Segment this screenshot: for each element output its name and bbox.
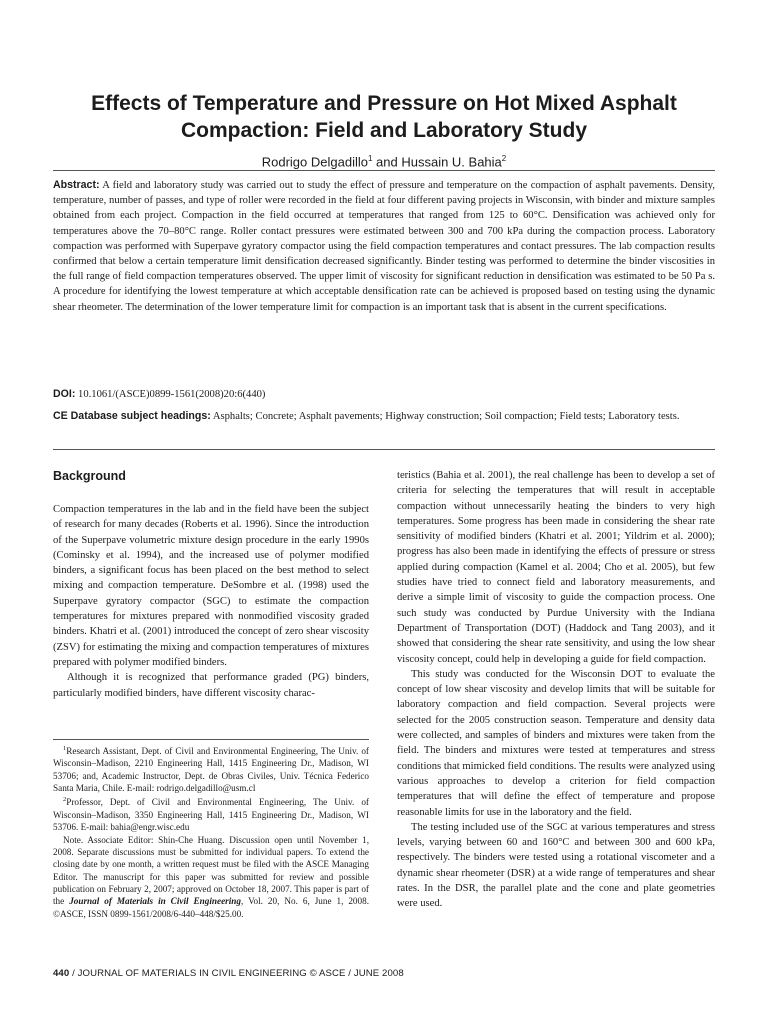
subject-headings-text: Asphalts; Concrete; Asphalt pavements; Highway construction; Soil compaction; Field tests; Laboratory tests.	[210, 411, 680, 422]
footnote-2-text: Professor, Dept. of Civil and Environmental Engineering, The Univ. of Wisconsin–Madison, 3350 Engineering Hall, 1415 Engineering Dr., Madison, WI 53706. E-mail: bahia@engr.wisc.edu	[53, 797, 369, 833]
editorial-note	[53, 834, 369, 920]
abstract	[53, 178, 715, 315]
body-paragraph: Compaction temperatures in the lab and in the field have been the subject of research for many decades (Roberts et al. 1996). Since the introduction of the Superpave volumetric mixture design procedure in the early 1990s (Cominsky et al. 1994), and the increased use of polymer modified binders, a significant focus has been placed on the best method to select mixing and compaction temperature. DeSombre et al. (1998) used the Superpave gyratory compactor (SGC) to estimate the compaction temperatures for mixtures prepared with nonmodified viscosity graded binders. Khatri et al. (2001) introduced the concept of zero shear viscosity (ZSV) for estimating the mixing and compaction temperatures of mixtures prepared with polymer modified binders.	[53, 504, 369, 668]
body-paragraph: Although it is recognized that performance graded (PG) binders, particularly modified binders, have different viscosity charac-	[53, 672, 369, 699]
footnote-1	[53, 743, 369, 794]
author-1: Rodrigo Delgadillo	[261, 154, 368, 170]
body-paragraph: The testing included use of the SGC at various temperatures and stress levels, varying between 60 and 160°C and between 300 and 600 kPa, respectively. The binders were tested using a rotational viscometer and a dynamic shear rheometer (DSR) at a wide range of temperatures and shear rates. In the DSR, the parallel plate and the cone and plate geometries were used.	[397, 821, 715, 910]
author-connector: and	[372, 154, 402, 170]
footnote-1-mark: 1	[63, 745, 67, 752]
subject-headings-label: CE Database subject headings:	[53, 410, 211, 422]
abstract-label: Abstract:	[53, 179, 100, 191]
footnotes	[53, 743, 369, 920]
footnote-divider	[53, 739, 369, 740]
author-line	[40, 154, 728, 169]
paper-title: Effects of Temperature and Pressure on Hot Mixed Asphalt Compaction: Field and Laboratory Study	[91, 92, 677, 142]
author-1-footnote-mark: 1	[367, 154, 373, 163]
section-divider	[53, 449, 715, 450]
top-divider	[53, 170, 715, 171]
editorial-note-citation: , Vol. 20, No. 6, June 1, 2008. ©ASCE, ISSN 0899-1561/2008/6-440–448/$25.00.	[53, 896, 369, 919]
doi-value: 10.1061/(ASCE)0899-1561(2008)20:6(440)	[75, 389, 266, 400]
doi-line	[53, 387, 715, 402]
page-footer	[53, 968, 715, 979]
footer-journal-text: / JOURNAL OF MATERIALS IN CIVIL ENGINEERING © ASCE / JUNE 2008	[69, 968, 404, 979]
subject-headings	[53, 409, 715, 424]
page-number: 440	[53, 968, 70, 979]
footnote-2-mark: 2	[63, 796, 67, 804]
footnote-2	[53, 794, 369, 833]
author-2-footnote-mark: 2	[501, 154, 507, 163]
right-column	[397, 468, 715, 912]
body-paragraph: teristics (Bahia et al. 2001), the real challenge has been to develop a set of criteria for selecting the temperatures that will result in acceptable compaction without unnecessarily heating the binders to very high temperatures. Some progress has been made in considering the shear rate sensitivity of modified binders (Khatri et al. 2001; Yildrim et al. 2000); progress has also been made in identifying the effects of pressure or stress applied during compaction (Kamel et al. 2004; Cho et al. 2005), but few studies have tried to connect field and laboratory measurements, and derive a simple limit of viscosity to guide the compaction process. One such study was conducted by Purdue University with the Indiana Department of Transportation (DOT) (Haddock and Tang 2003), and it showed that considering the shear rate sensitivity, and using the low shear viscosity concept, could help in developing a guide for field compaction.	[397, 470, 715, 665]
journal-name: Journal of Materials in Civil Engineering	[69, 896, 241, 907]
editorial-note-text: Note. Associate Editor: Shin-Che Huang. Discussion open until November 1, 2008. Separate discussions must be submitted for individual papers. To extend the closing date by one month, a written request must be filed with the ASCE Managing Editor. The manuscript for this paper was submitted for review and possible publication on February 2, 2007; approved on October 18, 2007. This paper is part of the	[53, 834, 369, 907]
footnote-1-text: Research Assistant, Dept. of Civil and Environmental Engineering, The Univ. of Wisconsin–Madison, 2210 Engineering Hall, 1415 Engineering Dr., Madison, WI 53706; and, Academic Instructor, Dept. de Obras Civiles, Univ. Técnica Federico Santa Maria, Chile. E-mail: rodrigo.delgadillo@usm.cl	[53, 746, 369, 794]
section-heading-background: Background	[53, 469, 126, 483]
body-paragraph: This study was conducted for the Wisconsin DOT to evaluate the concept of low shear viscosity and develop limits that will be suitable for laboratory compaction and field compaction. Several projects were selected for the 2005 construction season. Temperature and density data were collected, and samples of binders and mixtures were taken from the field. The binders and mixtures were tested at temperatures and stress conditions that mimicked field conditions. The results were analyzed using various approaches to develop a criterion for field compaction temperatures that will define the effect of temperature and propose reasonable limits for use in the laboratory and the field.	[397, 668, 715, 818]
doi-label: DOI:	[53, 388, 76, 400]
author-2: Hussain U. Bahia	[401, 154, 502, 170]
left-column	[53, 502, 369, 701]
abstract-text: A field and laboratory study was carried out to study the effect of pressure and temperature on the compaction of asphalt pavements. Density, temperature, number of passes, and type of roller were recorded in the field at four different paving projects in Wisconsin, with binder and mixture samples obtained from each project. Compaction in the field occurred at temperatures that ranged from 125 to 60°C. Densification was achieved only for temperatures above the 70–80°C range. Roller contact pressures were estimated between 300 and 700 kPa during the compaction process. Laboratory compaction was performed with Superpave gyratory compactor using the field compaction temperatures and contact pressures. The lab compaction results confirmed that below a certain temperature limit densification decreased significantly. Binder testing was performed to determine the binder viscosities in the full range of field compaction temperatures observed. The upper limit of viscosity for significant reduction in densification was estimated to be 50 Pa s. A procedure for identifying the lowest temperature at which acceptable densification rate can be achieved is proposed based on testing using the dynamic shear rheometer. The determination of the lower temperature limit for compaction is an important task that is absent in the current specifications.	[53, 180, 715, 313]
